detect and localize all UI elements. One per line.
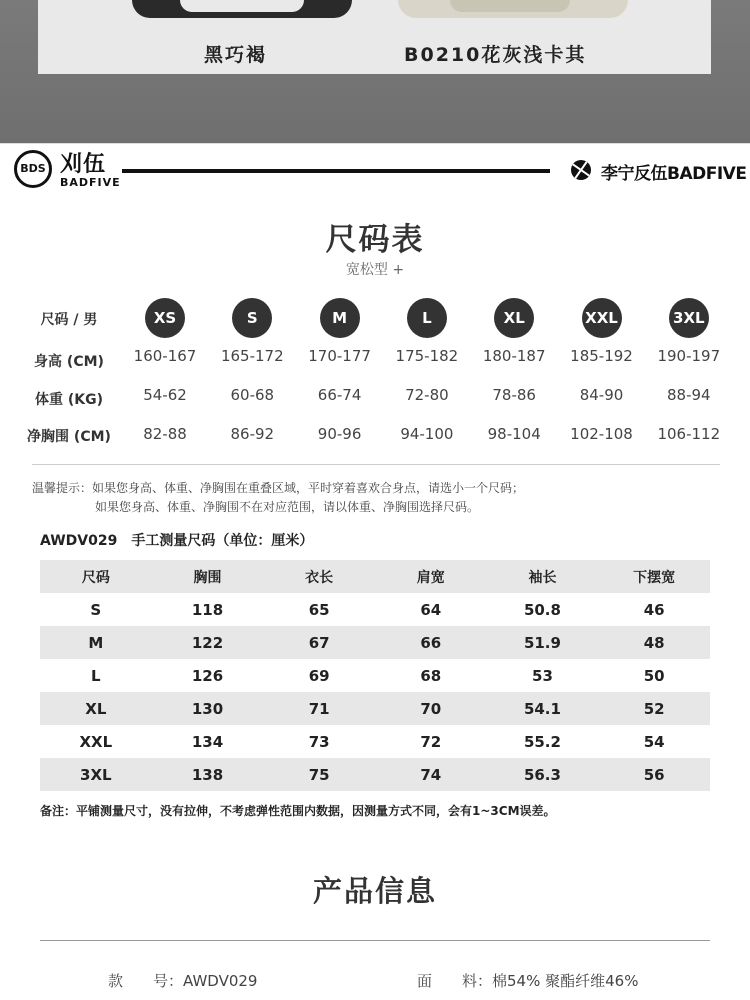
style-number xyxy=(108,970,257,991)
height-cell: 160-167 xyxy=(133,347,197,365)
color-options-card xyxy=(38,0,711,74)
basketball-icon xyxy=(571,160,591,180)
table-cell: 56 xyxy=(598,758,710,791)
table-cell: 51.9 xyxy=(487,626,599,659)
height-cell: 165-172 xyxy=(220,347,284,365)
product-info-title: 产品信息 xyxy=(312,874,437,908)
column-header: 衣长 xyxy=(263,560,375,593)
size-chart-title: 尺码表 xyxy=(325,222,425,258)
table-cell: XXL xyxy=(79,732,113,751)
fit-type-label: 宽松型 + xyxy=(345,262,405,278)
table-cell: 65 xyxy=(308,600,330,619)
column-header: 胸围 xyxy=(152,560,264,593)
weight-cell: 78-86 xyxy=(492,386,536,404)
table-cell: 50.8 xyxy=(523,600,561,619)
table-cell: XL xyxy=(40,692,152,725)
column-header: 尺码 xyxy=(40,560,152,593)
table-cell: 138 xyxy=(152,758,264,791)
weight-cell: 60-68 xyxy=(230,386,275,404)
measurement-table xyxy=(40,560,710,791)
size-badge: M xyxy=(320,298,360,338)
table-row xyxy=(40,725,710,758)
table-cell: 3XL xyxy=(40,758,152,791)
weight-cell: 88-94 xyxy=(667,386,711,404)
style-number-value: AWDV029 xyxy=(183,972,258,990)
weight-cell: 54-62 xyxy=(143,386,187,404)
size-badge: S xyxy=(232,298,272,338)
table-row xyxy=(40,659,710,692)
row-label-size: 尺码 / 男 xyxy=(40,312,98,328)
fabric-label: 面 料： xyxy=(417,972,493,990)
table-cell: 54 xyxy=(643,732,665,751)
table-cell: 69 xyxy=(308,666,330,685)
chest-cell: 94-100 xyxy=(400,425,454,443)
table-cell: M xyxy=(40,626,152,659)
table-cell: S xyxy=(90,600,102,619)
height-cell: 185-192 xyxy=(570,347,633,365)
weight-cell: 72-80 xyxy=(405,386,449,404)
column-header: 袖长 xyxy=(487,560,599,593)
column-header: 下摆宽 xyxy=(598,560,710,593)
size-tip xyxy=(32,479,524,517)
size-badge: XS xyxy=(145,298,185,338)
brand-name-cn: 刈伍 xyxy=(60,152,107,177)
divider xyxy=(40,940,710,941)
table-cell: 74 xyxy=(375,758,487,791)
weight-cell: 66-74 xyxy=(317,386,362,404)
brand-right-text: 李宁反伍BADFIVE xyxy=(601,164,747,184)
dark-brown-garment-image xyxy=(132,0,352,18)
chest-cell: 102-108 xyxy=(570,425,633,443)
tip-line-1: 温馨提示：如果您身高、体重、净胸围在重叠区域，平时穿着喜欢合身点，请选小一个尺码； xyxy=(32,481,525,495)
brand-divider-line xyxy=(122,169,550,173)
table-cell: 64 xyxy=(420,600,442,619)
fabric xyxy=(417,970,638,991)
row-label-chest: 净胸围 (CM) xyxy=(27,429,111,445)
chest-cell: 106-112 xyxy=(657,425,721,443)
chest-cell: 82-88 xyxy=(143,425,187,443)
table-body xyxy=(40,593,710,791)
table-cell: 72 xyxy=(420,732,442,751)
table-row xyxy=(40,758,710,791)
table-cell: 46 xyxy=(643,600,665,619)
product-banner xyxy=(0,0,750,143)
brand-name-en: BADFIVE xyxy=(60,176,121,189)
table-cell: 75 xyxy=(263,758,375,791)
height-cell: 190-197 xyxy=(657,347,721,365)
table-cell: 55.2 xyxy=(523,732,561,751)
table-row xyxy=(40,692,710,725)
divider xyxy=(32,464,720,465)
table-cell: 50 xyxy=(643,666,665,685)
row-label-height: 身高 (CM) xyxy=(34,354,104,370)
size-badge: 3XL xyxy=(669,298,709,338)
table-cell: 53 xyxy=(532,666,553,685)
table-cell: 48 xyxy=(598,626,710,659)
chest-cell: 86-92 xyxy=(230,425,275,443)
table-cell: 67 xyxy=(263,626,375,659)
style-number-label: 款 号： xyxy=(108,972,184,990)
size-badge: L xyxy=(407,298,447,338)
size-badge: XXL xyxy=(582,298,622,338)
table-cell: 73 xyxy=(308,732,330,751)
column-header: 肩宽 xyxy=(375,560,487,593)
table-cell: 130 xyxy=(152,692,264,725)
table-cell: 71 xyxy=(263,692,375,725)
table-cell: 68 xyxy=(420,666,442,685)
color-name-khaki: B0210花灰浅卡其 xyxy=(404,44,587,66)
table-cell: 52 xyxy=(598,692,710,725)
chest-cell: 90-96 xyxy=(317,425,362,443)
table-cell: 134 xyxy=(191,732,224,751)
size-badge: XL xyxy=(494,298,534,338)
color-name-dark: 黑巧褐 xyxy=(204,44,268,66)
row-label-weight: 体重 (KG) xyxy=(34,392,103,408)
table-cell: L xyxy=(91,666,101,685)
table-cell: 66 xyxy=(375,626,487,659)
height-cell: 170-177 xyxy=(308,347,371,365)
fabric-value: 棉54% 聚酯纤维46% xyxy=(492,972,639,990)
tip-line-2: 如果您身高、体重、净胸围不在对应范围，请以体重、净胸围选择尺码。 xyxy=(95,500,480,514)
brand-badge-logo: BDS xyxy=(14,150,52,188)
table-cell: 126 xyxy=(191,666,224,685)
table-row xyxy=(40,626,710,659)
table-header-row xyxy=(40,560,710,593)
measurement-note: 备注：平铺测量尺寸，没有拉伸，不考虑弹性范围内数据，因测量方式不同，会有1~3CM误差。 xyxy=(40,804,556,818)
table-cell: 70 xyxy=(375,692,487,725)
measurement-model-label: AWDV029 手工测量尺码（单位：厘米） xyxy=(40,533,314,549)
khaki-garment-image xyxy=(398,0,628,18)
chest-cell: 98-104 xyxy=(487,425,541,443)
table-row xyxy=(40,593,710,626)
weight-cell: 84-90 xyxy=(579,386,624,404)
height-cell: 175-182 xyxy=(395,347,459,365)
table-cell: 56.3 xyxy=(487,758,599,791)
table-cell: 54.1 xyxy=(487,692,599,725)
table-cell: 122 xyxy=(152,626,264,659)
height-cell: 180-187 xyxy=(482,347,546,365)
table-cell: 118 xyxy=(191,600,224,619)
